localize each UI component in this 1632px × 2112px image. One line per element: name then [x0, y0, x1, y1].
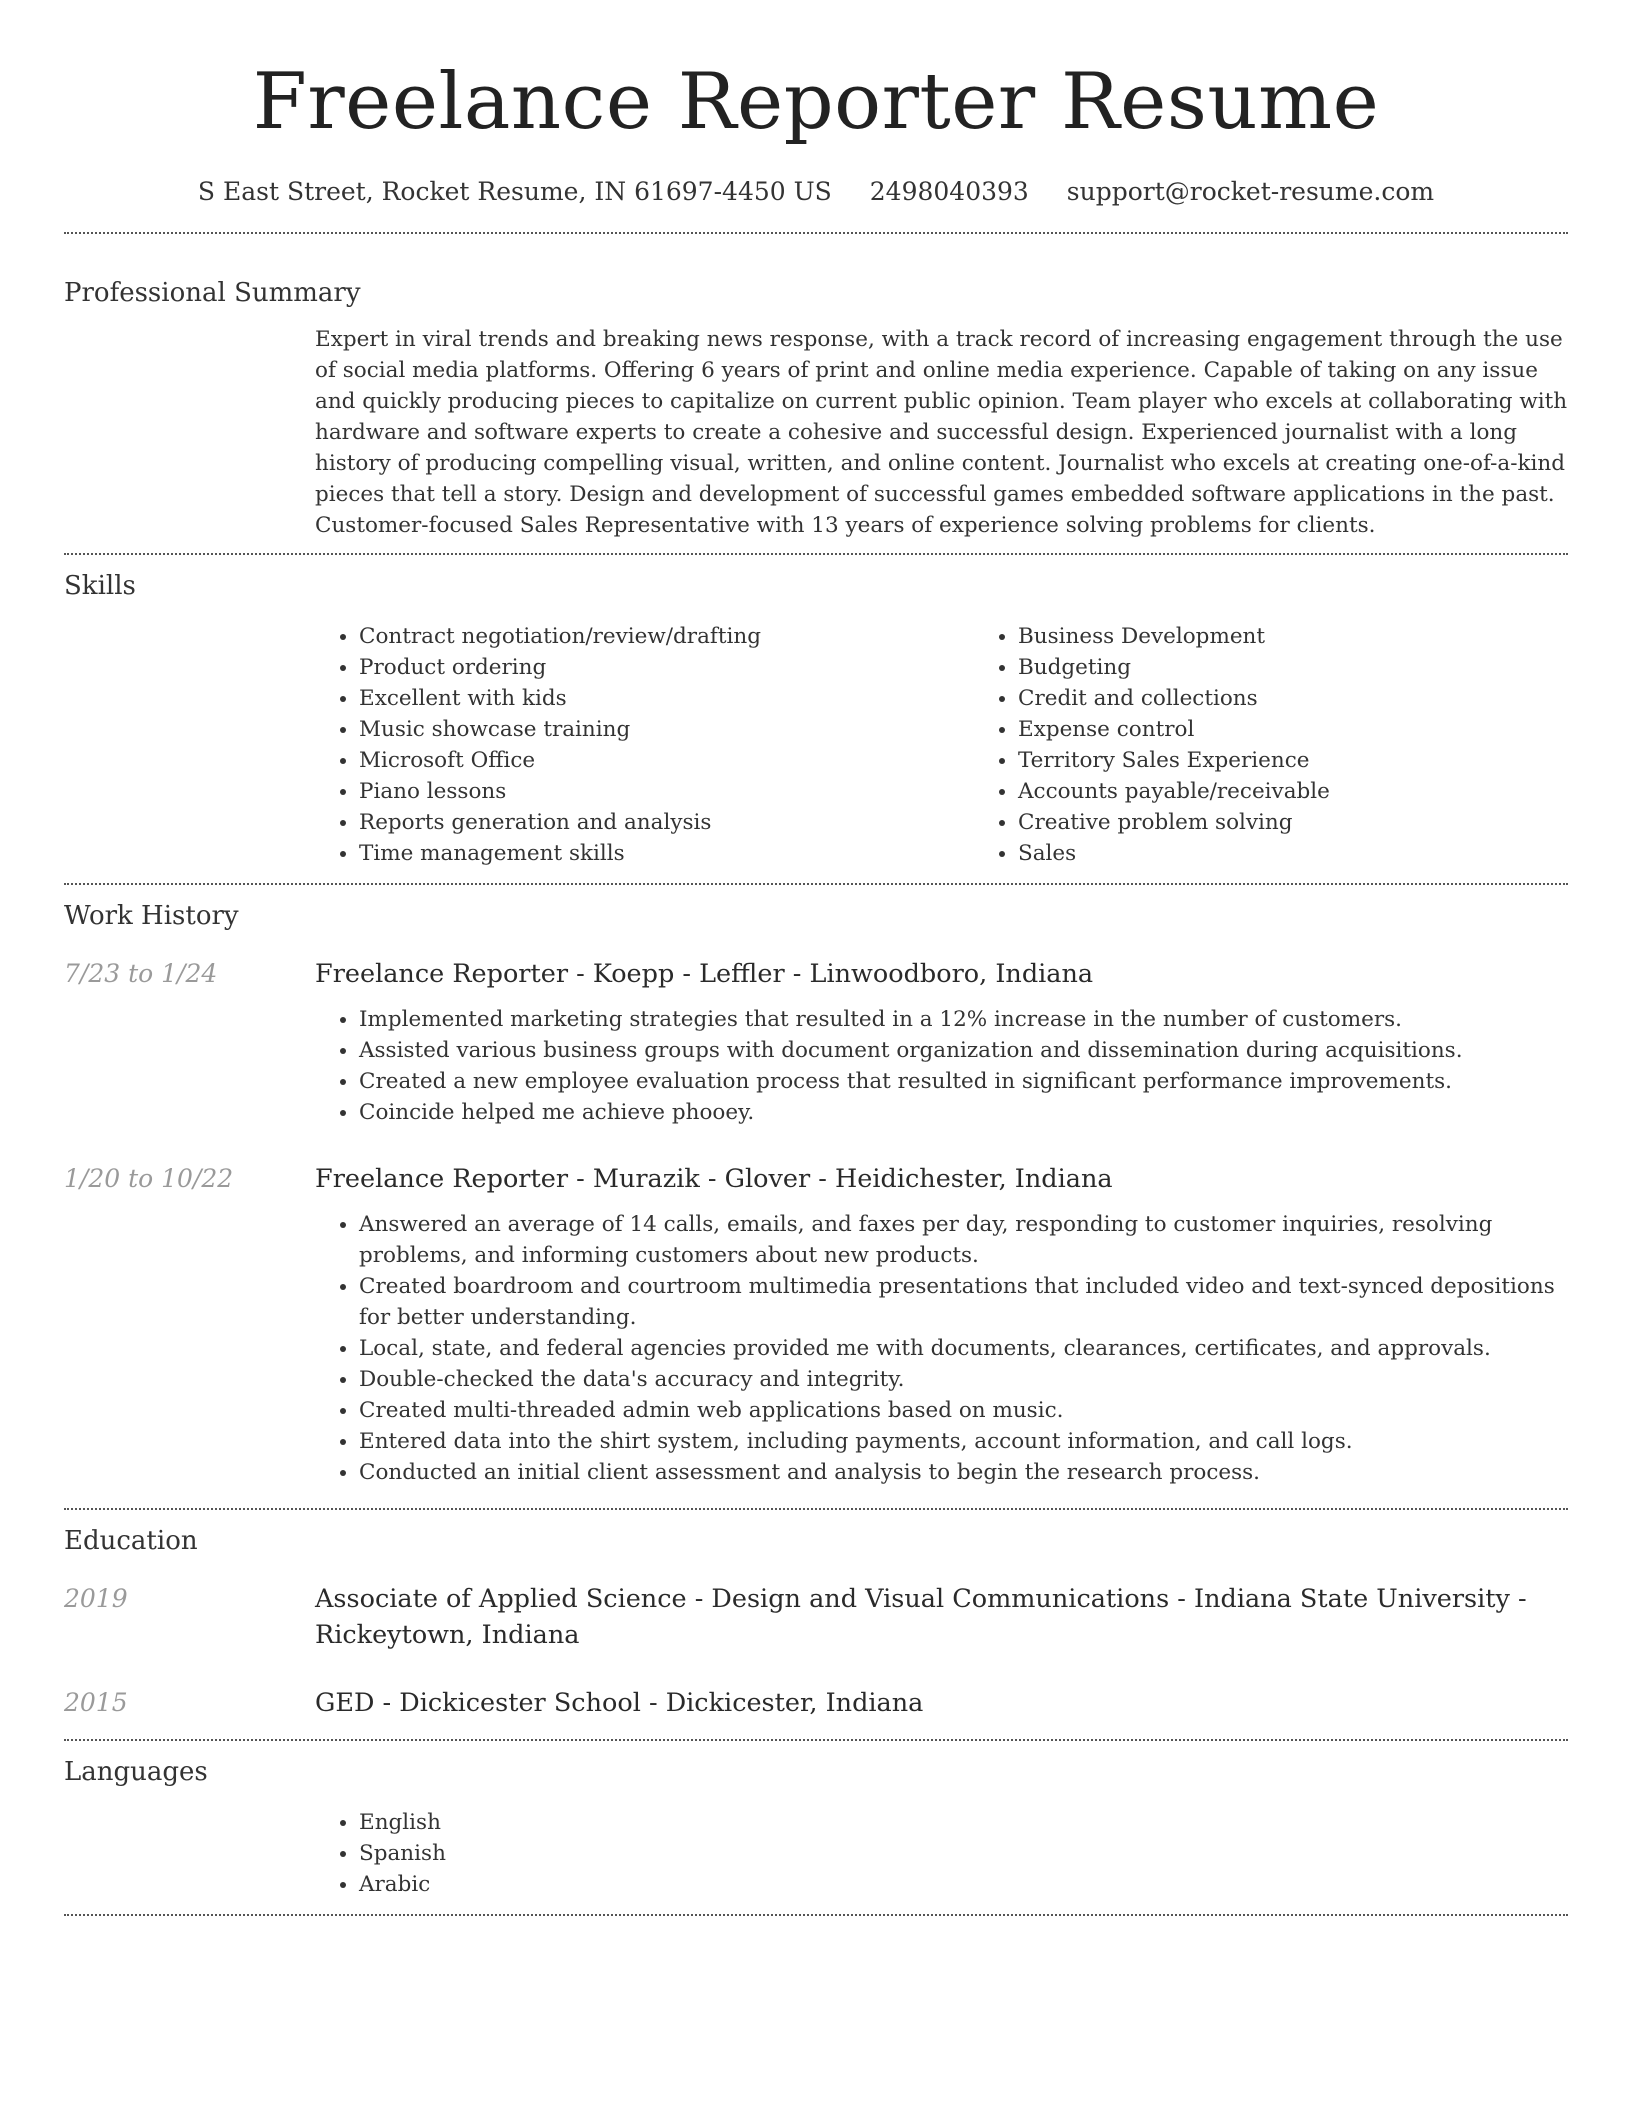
- skill-item: • Budgeting: [1018, 652, 1632, 683]
- education-entry: [64, 1581, 1568, 1653]
- skills-list-right: [974, 621, 1632, 869]
- languages-section: [64, 1754, 1568, 1900]
- skill-item: • Contract negotiation/review/drafting: [359, 621, 974, 652]
- skill-item: • Accounts payable/receivable: [1018, 776, 1632, 807]
- skills-columns: [315, 621, 1568, 869]
- skill-item: • Credit and collections: [1018, 683, 1632, 714]
- divider: [64, 1739, 1568, 1741]
- divider: [64, 1914, 1568, 1916]
- divider: [64, 883, 1568, 885]
- education-body: [315, 1685, 1568, 1721]
- skill-item: • Reports generation and analysis: [359, 807, 974, 838]
- education-year: 2015: [64, 1688, 128, 1717]
- job-title: Freelance Reporter - Murazik - Glover - Heidichester, Indiana: [315, 1164, 1113, 1194]
- job-bullet: • Created a new employee evaluation process that resulted in significant performance improvements.: [359, 1066, 1568, 1097]
- education-year: 2019: [64, 1584, 128, 1613]
- job-bullet: • Implemented marketing strategies that resulted in a 12% increase in the number of customers.: [359, 1004, 1568, 1035]
- education-title: GED - Dickicester School - Dickicester, Indiana: [315, 1688, 924, 1718]
- skill-item: • Piano lessons: [359, 776, 974, 807]
- skill-item: • Product ordering: [359, 652, 974, 683]
- skill-item: • Business Development: [1018, 621, 1632, 652]
- job-bullet: • Local, state, and federal agencies provided me with documents, clearances, certificates, and approvals.: [359, 1333, 1568, 1364]
- summary-section: [64, 275, 1568, 541]
- education-entry: [64, 1685, 1568, 1721]
- education-body: [315, 1581, 1568, 1653]
- job-body: [315, 956, 1568, 1128]
- resume-title: Freelance Reporter Resume: [252, 57, 1380, 147]
- languages-content: [315, 1807, 1568, 1900]
- language-item: • Arabic: [359, 1869, 1568, 1900]
- job-dates: 7/23 to 1/24: [64, 959, 218, 988]
- language-item: • English: [359, 1807, 1568, 1838]
- skills-section: [64, 568, 1568, 869]
- contact-email: support@rocket-resume.com: [1066, 177, 1435, 206]
- job-title: Freelance Reporter - Koepp - Leffler - Linwoodboro, Indiana: [315, 959, 1094, 989]
- job-bullets: [315, 1209, 1568, 1488]
- contact-line: [64, 174, 1568, 210]
- skill-item: • Microsoft Office: [359, 745, 974, 776]
- education-section: [64, 1523, 1568, 1721]
- summary-heading: Professional Summary: [64, 278, 361, 308]
- skills-heading: Skills: [64, 571, 136, 601]
- job-bullet: • Conducted an initial client assessment and analysis to begin the research process.: [359, 1457, 1568, 1488]
- job-bullet: • Answered an average of 14 calls, emails, and faxes per day, responding to customer inquiries, resolving problems, and informing customers about new products.: [359, 1209, 1568, 1271]
- contact-phone: 2498040393: [869, 177, 1029, 206]
- work-section: [64, 898, 1568, 1488]
- skill-item: • Sales: [1018, 838, 1632, 869]
- divider: [64, 1508, 1568, 1510]
- skill-item: • Territory Sales Experience: [1018, 745, 1632, 776]
- contact-address: S East Street, Rocket Resume, IN 61697-4450 US: [197, 177, 832, 206]
- summary-text: Expert in viral trends and breaking news response, with a track record of increasing engagement through the use of social media platforms. Offering 6 years of print and online media experience. Capable of taking on any issue and quickly producing pieces to capitalize on current public opinion. Team player who excels at collaborating with hardware and software experts to create a cohesive and successful design. Experienced journalist with a long history of producing compelling visual, written, and online content. Journalist who excels at creating one-of-a-kind pieces that tell a story. Design and development of successful games embedded software applications in the past. Customer-focused Sales Representative with 13 years of experience solving problems for clients.: [315, 327, 1568, 538]
- skill-item: • Creative problem solving: [1018, 807, 1632, 838]
- skill-item: • Time management skills: [359, 838, 974, 869]
- language-item: • Spanish: [359, 1838, 1568, 1869]
- job-entry: [64, 956, 1568, 1128]
- job-bullets: [315, 1004, 1568, 1128]
- languages-heading: Languages: [64, 1757, 208, 1787]
- job-dates: 1/20 to 10/22: [64, 1164, 234, 1193]
- job-bullet: • Coincide helped me achieve phooey.: [359, 1097, 1568, 1128]
- skills-list-left: [315, 621, 974, 869]
- languages-list: [315, 1807, 1568, 1900]
- job-bullet: • Created boardroom and courtroom multimedia presentations that included video and text-synced depositions for better understanding.: [359, 1271, 1568, 1333]
- divider: [64, 232, 1568, 234]
- education-heading: Education: [64, 1526, 198, 1556]
- job-entry: [64, 1161, 1568, 1488]
- skill-item: • Expense control: [1018, 714, 1632, 745]
- summary-content: [315, 324, 1568, 541]
- job-bullet: • Double-checked the data's accuracy and integrity.: [359, 1364, 1568, 1395]
- skill-item: • Excellent with kids: [359, 683, 974, 714]
- job-bullet: • Assisted various business groups with document organization and dissemination during acquisitions.: [359, 1035, 1568, 1066]
- education-title: Associate of Applied Science - Design and Visual Communications - Indiana State University - Rickeytown, Indiana: [315, 1584, 1527, 1650]
- work-heading: Work History: [64, 901, 239, 931]
- job-body: [315, 1161, 1568, 1488]
- divider: [64, 553, 1568, 555]
- job-bullet: • Entered data into the shirt system, including payments, account information, and call logs.: [359, 1426, 1568, 1457]
- skill-item: • Music showcase training: [359, 714, 974, 745]
- job-bullet: • Created multi-threaded admin web applications based on music.: [359, 1395, 1568, 1426]
